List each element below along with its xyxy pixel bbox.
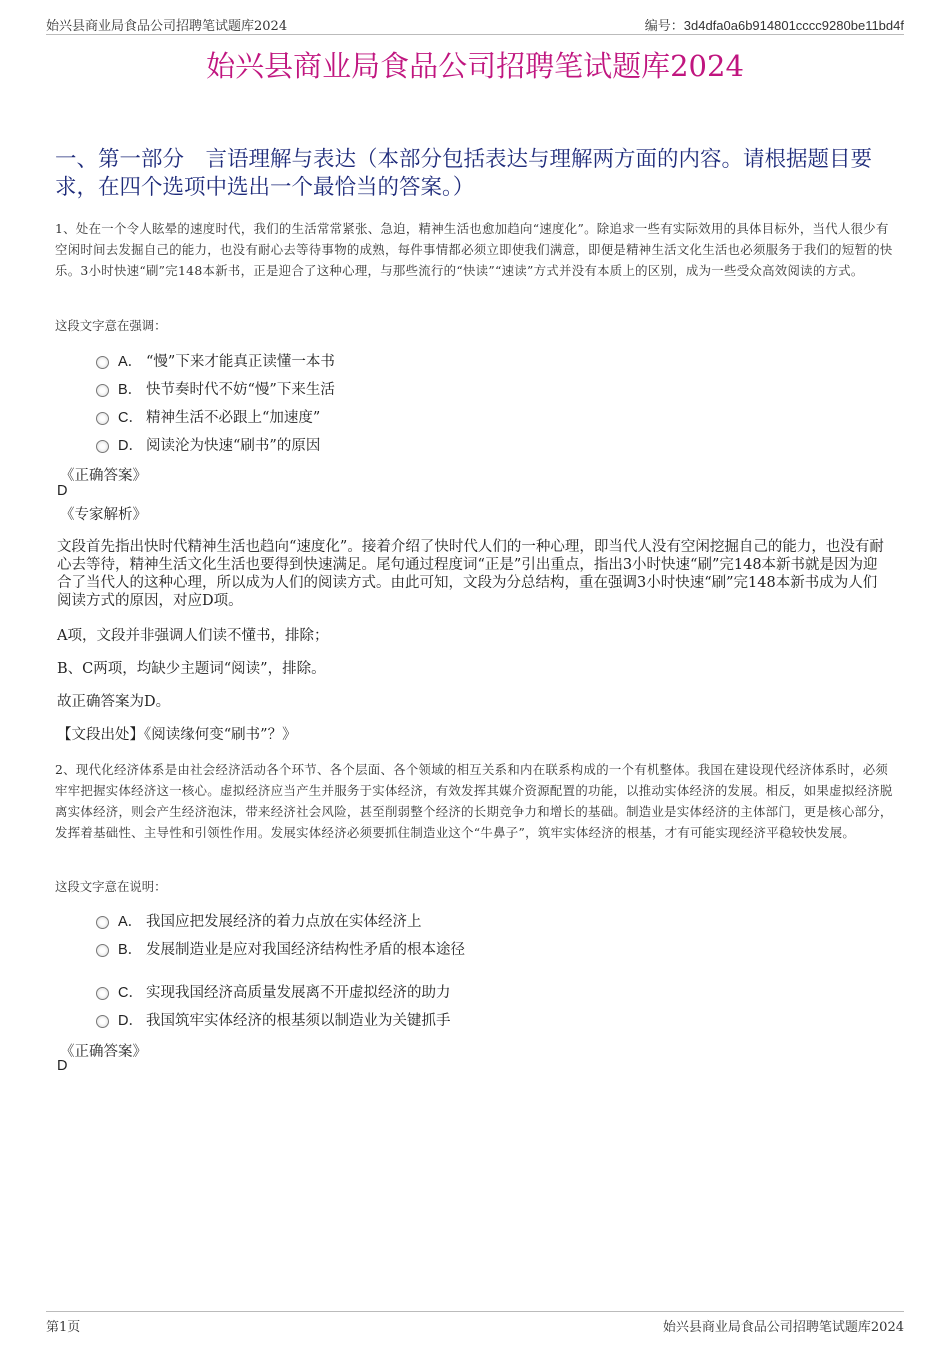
q2-answer-value: D (57, 1058, 68, 1074)
option-letter: D． (118, 1013, 143, 1029)
option-text: 我国筑牢实体经济的根基须以制造业为关键抓手 (146, 1013, 451, 1029)
option-text: “慢”下来才能真正读懂一本书 (146, 354, 335, 370)
option-text: 发展制造业是应对我国经济结构性矛盾的根本途径 (146, 942, 465, 958)
radio-button-icon[interactable] (96, 916, 109, 929)
option-letter: A． (118, 914, 143, 930)
page-header (46, 12, 904, 35)
option-text: 快节奏时代不妨“慢”下来生活 (146, 382, 335, 398)
page-number: 第1页 (46, 1320, 81, 1335)
q1-note-bc: B、C两项，均缺少主题词“阅读”，排除。 (57, 661, 326, 677)
radio-button-icon[interactable] (96, 440, 109, 453)
option-text: 我国应把发展经济的着力点放在实体经济上 (146, 914, 422, 930)
option-letter: B． (118, 382, 143, 398)
question-2-text: 2、现代化经济体系是由社会经济活动各个环节、各个层面、各个领域的相互关系和内在联系构成的一个有机整体。我国在建设现代经济体系时，必须牢牢把握实体经济这一核心。虚拟经济应当产生并服务于实体经济，有效发挥其媒介资源配置的功能，以推动实体经济的发展。相反，如果虚拟经济脱离实体经济，则会产生经济泡沫，带来经济社会风险，甚至削弱整个经济的长期竞争力和增长的基础。制造业是实体经济的主体部门，更是核心部分，发挥着基础性、主导性和引领性作用。发展实体经济必须要抓住制造业这个“牛鼻子”，筑牢实体经济的根基，才有可能实现经济平稳较快发展。 (55, 762, 893, 840)
option-text: 阅读沦为快速“刷书”的原因 (146, 438, 321, 454)
radio-button-icon[interactable] (96, 412, 109, 425)
option-letter: D． (118, 438, 143, 454)
question-1-prompt: 这段文字意在强调： (55, 318, 167, 333)
option-text: 实现我国经济高质量发展离不开虚拟经济的助力 (146, 985, 451, 1001)
header-doc-id (645, 15, 904, 34)
section-heading: 一、第一部分 言语理解与表达（本部分包括表达与理解两方面的内容。请根据题目要求，在四个选项中选出一个最恰当的答案。） (55, 147, 873, 200)
option-letter: B． (118, 942, 143, 958)
radio-button-icon[interactable] (96, 944, 109, 957)
header-doc-title: 始兴县商业局食品公司招聘笔试题库2024 (46, 19, 288, 34)
doc-id-label: 编号： (644, 19, 684, 34)
doc-id-value: 3d4dfa0a6b914801cccc9280be11bd4f (683, 18, 904, 33)
radio-button-icon[interactable] (96, 384, 109, 397)
option-letter: C． (118, 985, 143, 1001)
radio-button-icon[interactable] (96, 987, 109, 1000)
radio-button-icon[interactable] (96, 1015, 109, 1028)
question-2-prompt: 这段文字意在说明： (55, 879, 167, 894)
q1-note-a: A项，文段并非强调人们读不懂书，排除； (57, 628, 329, 644)
page-title: 始兴县商业局食品公司招聘笔试题库2024 (206, 49, 744, 83)
option-letter: C． (118, 410, 143, 426)
q1-answer-label: 《正确答案》 (60, 468, 147, 484)
q1-conclusion: 故正确答案为D。 (57, 694, 171, 710)
q1-source: 【文段出处】《阅读缘何变“刷书”？》 (57, 727, 297, 743)
option-letter: A． (118, 354, 143, 370)
question-1-text: 1、处在一个令人眩晕的速度时代，我们的生活常常紧张、急迫，精神生活也愈加趋向“速度化”。除追求一些有实际效用的具体目标外，当代人很少有空闲时间去发掘自己的能力，也没有耐心去等待事物的成熟，每件事情都必须立即使我们满意，即便是精神生活文化生活也必须服务于我们的短暂的快乐。3小时快速“刷”完148本新书，正是迎合了这种心理，与那些流行的“快读”“速读”方式并没有本质上的区别，成为一些受众高效阅读的方式。 (55, 221, 893, 278)
radio-button-icon[interactable] (96, 356, 109, 369)
page-footer (46, 1311, 904, 1336)
q1-analysis-text: 文段首先指出快时代精神生活也趋向“速度化”。接着介绍了快时代人们的一种心理，即当代人没有空闲挖掘自己的能力，也没有耐心去等待，精神生活文化生活也要得到快速满足。尾句通过程度词“正是”引出重点，指出3小时快速“刷”完148本新书就是因为迎合了当代人的这种心理，所以成为人们的阅读方式。由此可知，文段为分总结构，重在强调3小时快速“刷”完148本新书成为人们阅读方式的原因，对应D项。 (57, 539, 884, 609)
q2-answer-label: 《正确答案》 (60, 1044, 147, 1060)
footer-doc-title: 始兴县商业局食品公司招聘笔试题库2024 (662, 1320, 904, 1335)
option-text: 精神生活不必跟上“加速度” (146, 410, 321, 426)
q1-analysis-label: 《专家解析》 (60, 507, 147, 523)
q1-answer-value: D (57, 483, 68, 499)
